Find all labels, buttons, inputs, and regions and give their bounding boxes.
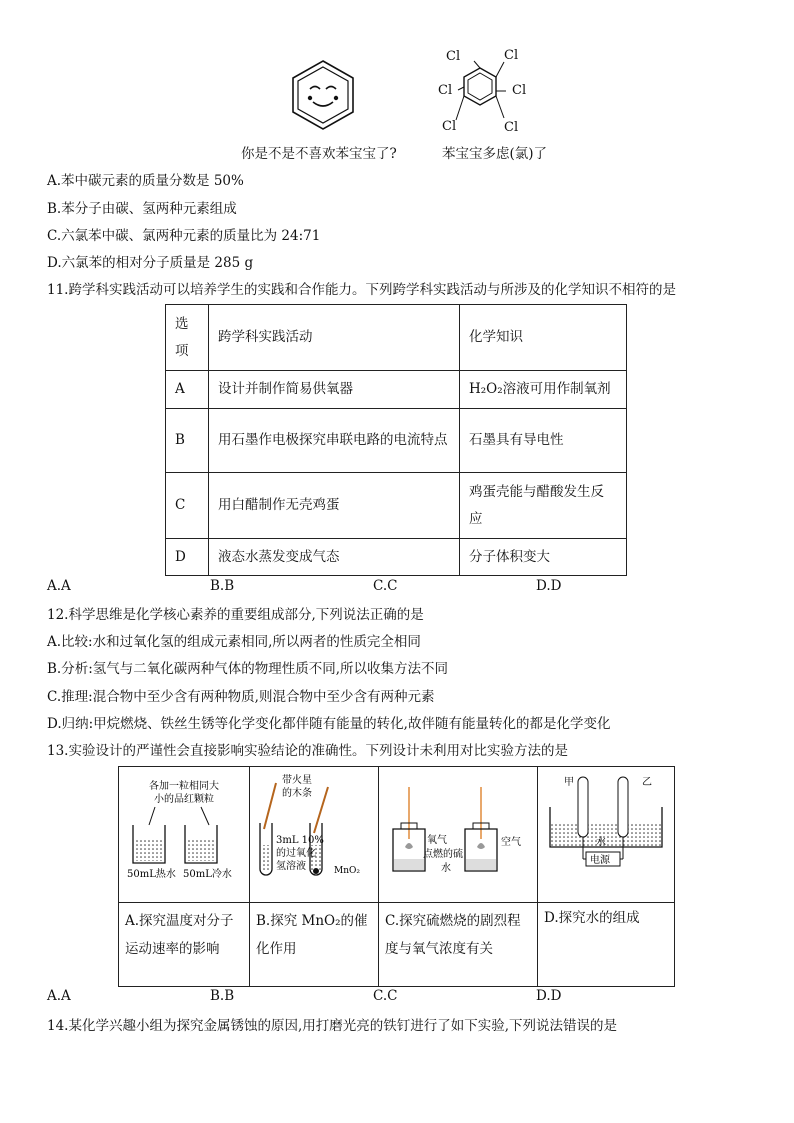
fig-d-label: 甲 — [564, 777, 574, 788]
table-cell: 鸡蛋壳能与醋酸发生反应 — [460, 473, 627, 539]
cl-label: Cl — [446, 49, 461, 64]
table-cell: B — [166, 409, 209, 473]
electrolysis-diagram — [538, 767, 678, 903]
answer-option-b[interactable]: B.B — [210, 988, 235, 1004]
experiment-figure-d — [538, 767, 675, 903]
q10-option-b: B.苯分子由碳、氢两种元素组成 — [47, 201, 237, 217]
table-row — [166, 371, 627, 409]
table-cell: H₂O₂溶液可用作制氧剂 — [460, 371, 627, 409]
table-cell: A — [166, 371, 209, 409]
q14-stem: 14.某化学兴趣小组为探究金属锈蚀的原因,用打磨光亮的铁钉进行了如下实验,下列说法错误的是 — [47, 1018, 618, 1034]
fig-a-label: 各加一粒相同大 — [149, 781, 219, 792]
q13-stem: 13.实验设计的严谨性会直接影响实验结论的准确性。下列设计未利用对比实验方法的是 — [47, 743, 568, 759]
cl-label: Cl — [504, 48, 519, 63]
table-cell: 设计并制作简易供氧器 — [209, 371, 460, 409]
q11-stem: 11.跨学科实践活动可以培养学生的实践和合作能力。下列跨学科实践活动与所涉及的化学知识不相符的是 — [47, 282, 676, 298]
table-row — [166, 473, 627, 539]
gas-bottle-diagram — [379, 767, 537, 903]
experiment-caption: C.探究硫燃烧的剧烈程度与氧气浓度有关 — [385, 913, 521, 957]
fig-c-label: 点燃的硫 — [423, 849, 463, 860]
q12-option-d: D.归纳:甲烷燃烧、铁丝生锈等化学变化都伴随有能量的转化,故伴随有能量转化的都是化学变化 — [47, 716, 611, 732]
benzene-caption: 你是不是不喜欢苯宝宝了? — [241, 146, 397, 162]
fig-b-label: 带火星 — [282, 775, 312, 786]
hexachloro-caption: 苯宝宝多虑(氯)了 — [442, 146, 548, 162]
fig-a-label: 50mL冷水 — [183, 869, 232, 880]
caption-cell-b — [250, 903, 379, 987]
fig-b-label: 3mL 10% — [276, 835, 324, 846]
table-header-cell: 化学知识 — [460, 305, 627, 371]
q13-experiment-table — [118, 766, 675, 987]
experiment-figure-c — [379, 767, 538, 903]
test-tube-diagram — [250, 767, 378, 903]
experiment-caption: B.探究 MnO₂的催化作用 — [256, 913, 368, 957]
q12-option-b: B.分析:氢气与二氧化碳两种气体的物理性质不同,所以收集方法不同 — [47, 661, 449, 677]
table-cell: 石墨具有导电性 — [460, 409, 627, 473]
fig-c-label: 水 — [441, 863, 451, 874]
caption-cell-c — [379, 903, 538, 987]
benzene-face-figure — [288, 58, 358, 132]
answer-option-a[interactable]: A.A — [47, 578, 71, 594]
fig-a-label: 50mL热水 — [127, 869, 176, 880]
fig-c-label: 氧气 — [427, 835, 447, 846]
q10-option-a: A.苯中碳元素的质量分数是 50% — [47, 173, 244, 189]
fig-b-label: MnO₂ — [334, 866, 360, 876]
cl-label: Cl — [442, 119, 457, 134]
fig-d-label: 电源 — [590, 855, 610, 866]
table-row — [166, 539, 627, 576]
experiment-caption: D.探究水的组成 — [544, 910, 640, 926]
table-cell: 分子体积变大 — [460, 539, 627, 576]
table-header-cell: 选项 — [166, 305, 209, 371]
table-cell: D — [166, 539, 209, 576]
experiment-caption: A.探究温度对分子运动速率的影响 — [125, 913, 234, 957]
q10-option-d: D.六氯苯的相对分子质量是 285 g — [47, 255, 254, 271]
answer-option-c[interactable]: C.C — [373, 988, 398, 1004]
cl-label: Cl — [504, 120, 519, 135]
caption-cell-a — [119, 903, 250, 987]
fig-c-label: 空气 — [501, 837, 521, 848]
fig-b-label: 氢溶液 — [276, 861, 306, 872]
table-cell: C — [166, 473, 209, 539]
answer-option-a[interactable]: A.A — [47, 988, 71, 1004]
experiment-figure-a — [119, 767, 250, 903]
q11-table — [165, 304, 627, 576]
answer-option-b[interactable]: B.B — [210, 578, 235, 594]
q10-option-c: C.六氯苯中碳、氯两种元素的质量比为 24:71 — [47, 228, 321, 244]
cl-label: Cl — [512, 83, 527, 98]
cl-label: Cl — [438, 83, 453, 98]
fig-a-label: 小的品红颗粒 — [154, 794, 214, 805]
table-row — [166, 409, 627, 473]
answer-option-d[interactable]: D.D — [536, 988, 562, 1004]
q12-stem: 12.科学思维是化学核心素养的重要组成部分,下列说法正确的是 — [47, 607, 424, 623]
fig-d-label: 水 — [596, 837, 606, 848]
table-cell: 用白醋制作无壳鸡蛋 — [209, 473, 460, 539]
beaker-diagram — [119, 767, 249, 903]
table-cell: 液态水蒸发变成气态 — [209, 539, 460, 576]
q12-option-a: A.比较:水和过氧化氢的组成元素相同,所以两者的性质完全相同 — [47, 634, 421, 650]
answer-option-c[interactable]: C.C — [373, 578, 398, 594]
fig-b-label: 的过氧化 — [276, 848, 316, 859]
answer-option-d[interactable]: D.D — [536, 578, 562, 594]
fig-d-label: 乙 — [642, 777, 652, 788]
table-header-cell: 跨学科实践活动 — [209, 305, 460, 371]
caption-cell-d — [538, 903, 675, 987]
table-cell: 用石墨作电极探究串联电路的电流特点 — [209, 409, 460, 473]
fig-b-label: 的木条 — [282, 788, 312, 799]
experiment-figure-b — [250, 767, 379, 903]
q12-option-c: C.推理:混合物中至少含有两种物质,则混合物中至少含有两种元素 — [47, 689, 435, 705]
